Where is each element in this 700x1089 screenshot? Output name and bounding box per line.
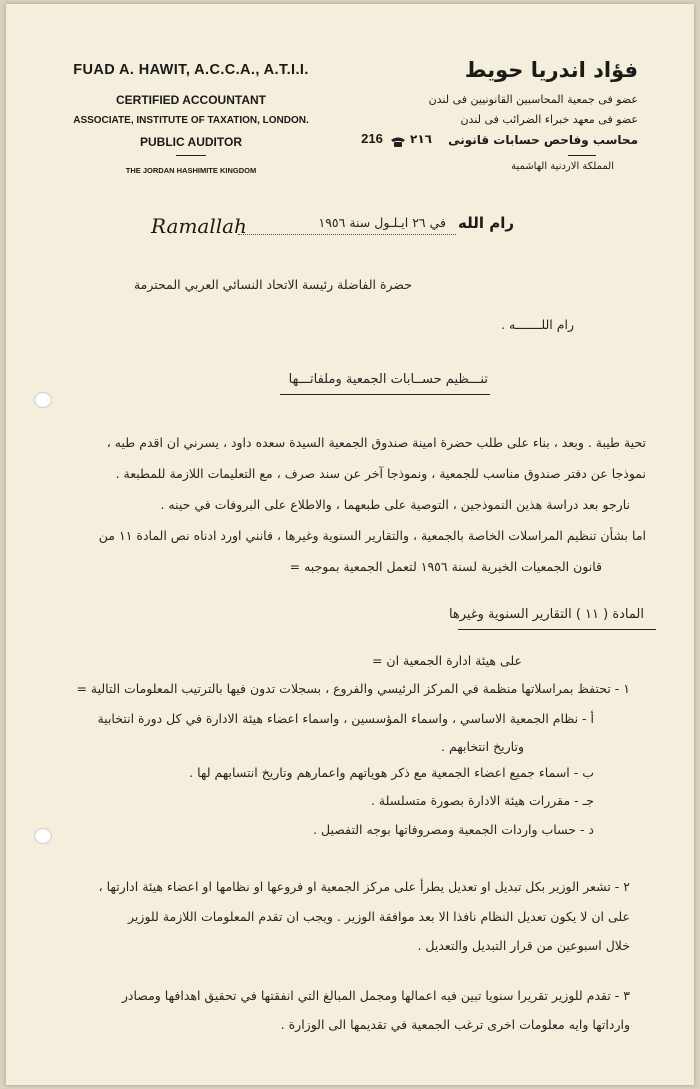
article-item-3-line-2: وارداتها وايه معلومات اخرى ترغب الجمعية في تقديمها الى الوزارة . [280,1017,630,1032]
article-item-2-line-3: خلال اسبوعين من قرار التبديل والتعديل . [417,938,630,953]
article-item-2-line-2: على ان لا يكون تعديل النظام نافذا الا بعد موافقة الوزير . ويجب ان تقدم المعلومات اللازمة للوزير [128,909,630,924]
article-item-c: جـ - مقررات هيئة الادارة بصورة متسلسلة . [370,793,594,808]
country-en: THE JORDAN HASHIMITE KINGDOM [125,166,257,175]
paragraph-line: اما بشأن تنظيم المراسلات الخاصة بالجمعية ، والتقارير السنوية وغيرها ، فانني اورد ادناه نص المادة ١١ من [98,528,646,543]
header-divider-ar [568,155,596,156]
city-en: Ramallah [151,214,247,238]
role-en: PUBLIC AUDITOR [140,135,242,149]
city-ar: رام الله [458,214,514,232]
paragraph-line: تحية طيبة . وبعد ، بناء على طلب حضرة امينة صندوق الجمعية السيدة سعده داود ، يسرني ان اقدم طيه ، [106,435,646,450]
recipient-line-2: رام اللـــــــه . [501,317,574,332]
role-ar: محاسب وفاحص حسابات قانونى [448,133,638,147]
article-heading: المادة ( ١١ ) التقارير السنوية وغيرها [448,607,644,622]
member-line-1-ar: عضو فى جمعية المحاسبين القانونيين فى لندن [428,93,638,106]
paragraph-line: قانون الجمعيات الخيرية لسنة ١٩٥٦ لتعمل الجمعية بموجبه = [289,559,602,574]
punch-hole [34,392,52,408]
article-item-b: ب - اسماء جميع اعضاء الجمعية مع ذكر هوياتهم واعمارهم وتاريخ انتسابهم لها . [189,765,594,780]
header-divider [176,155,206,156]
phone-number: 216 [361,131,383,146]
article-item-1: ١ - تحتفظ بمراسلاتها منظمة في المركز الرئيسي والفروع ، بسجلات تدون فيها بالترتيب المعلومات التالية = [76,681,630,696]
name-en: FUAD A. HAWIT, A.C.C.A., A.T.I.I. [73,62,309,78]
name-ar: فؤاد اندريا حويط [464,58,638,82]
phone-icon [389,133,407,145]
article-heading-underline [458,629,656,630]
paragraph-line: نموذجا عن دفتر صندوق مناسب للجمعية ، ونموذجا آخر عن سند صرف ، مع التعليمات اللازمة للمطبعة . [115,466,646,481]
article-item-3-line-1: ٣ - تقدم للوزير تقريرا سنويا تبين فيه اعمالها ومجمل المبالغ التي انفقتها في تحقيق اهدافها ومصادر [121,988,630,1003]
subject: تنـــظيم حســابات الجمعية وملفاتـــها [288,372,488,387]
punch-hole [34,828,52,844]
associate-en: ASSOCIATE, INSTITUTE OF TAXATION, LONDON. [73,115,309,126]
article-item-a: أ - نظام الجمعية الاساسي ، واسماء المؤسسين ، واسماء اعضاء هيئة الادارة في كل دورة انتخابية [97,711,594,726]
recipient-line-1: حضرة الفاضلة رئيسة الاتحاد النسائي العربي المحترمة [133,277,412,292]
member-line-2-ar: عضو فى معهد خبراء الضرائب فى لندن [460,113,638,126]
article-item-2-line-1: ٢ - تشعر الوزير بكل تبديل او تعديل يطرأ على مركز الجمعية او فروعها او نظامها او اعضاء هيئة ادارتها ، [98,879,630,894]
date-ar: في ٢٦ ايـلـول سنة ١٩٥٦ [318,215,446,230]
article-item-a-cont: وتاريخ انتخابهم . [441,739,524,754]
title-en: CERTIFIED ACCOUNTANT [116,93,266,107]
phone-number-ar: ٢١٦ [410,132,432,146]
date-dotted-line [238,234,456,235]
letter-page [6,4,694,1085]
article-item-d: د - حساب واردات الجمعية ومصروفاتها بوجه التفصيل . [313,822,594,837]
paragraph-line: نارجو بعد دراسة هذين النموذجين ، التوصية على طبعهما ، والاطلاع على البروفات في حينه . [160,497,630,512]
subject-underline [280,394,490,395]
article-intro: على هيئة ادارة الجمعية ان = [371,653,522,668]
country-ar: المملكة الاردنية الهاشمية [511,161,614,172]
